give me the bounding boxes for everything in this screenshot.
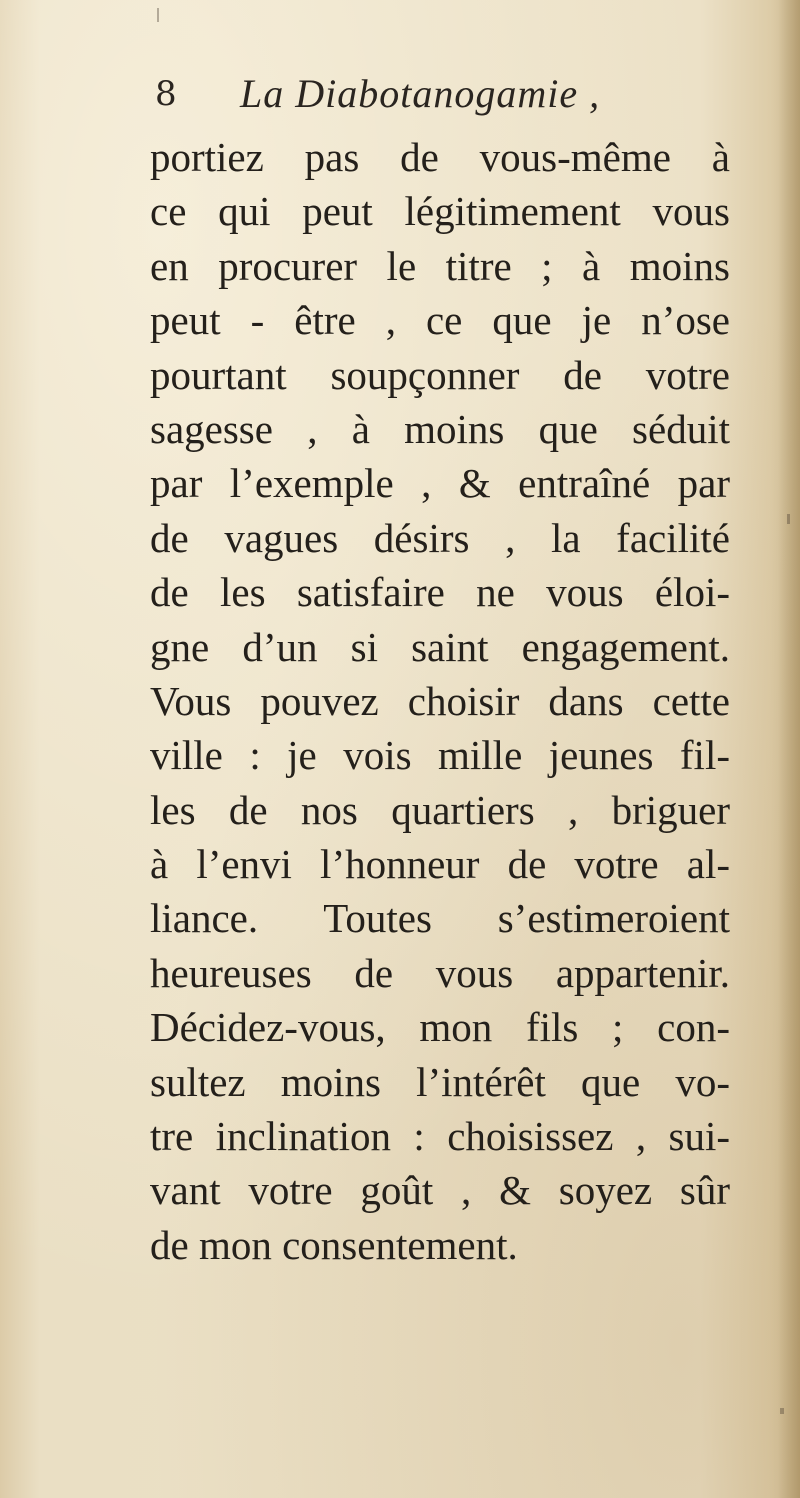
body-text	[150, 130, 730, 1272]
text-line: Vous pouvez choisir dans cette	[150, 677, 730, 724]
text-line: gne d’un si saint engagement.	[150, 623, 730, 670]
text-line: pourtant soupçonner de votre	[150, 351, 730, 398]
text-line: Décidez-vous, mon fils ; con-	[150, 1004, 730, 1051]
text-line: sultez moins l’intérêt que vo-	[150, 1058, 730, 1105]
text-line: vant votre goût , & soyez sûr	[150, 1167, 730, 1214]
text-line: ville : je vois mille jeunes fil-	[150, 732, 730, 779]
paper-speck	[780, 1408, 784, 1414]
page-number: 8	[155, 74, 177, 114]
text-line: tre inclination : choisissez , sui-	[150, 1113, 730, 1160]
text-line: liance. Toutes s’estimeroient	[150, 895, 730, 942]
paper-speck	[787, 514, 790, 524]
text-line: à l’envi l’honneur de votre al-	[150, 841, 730, 888]
text-line: heureuses de vous appartenir.	[150, 949, 730, 996]
text-line: par l’exemple , & entraîné par	[150, 460, 730, 507]
running-head	[155, 70, 655, 130]
text-line: en procurer le titre ; à moins	[150, 242, 730, 289]
text-line: portiez pas de vous-même à	[150, 134, 730, 180]
paper-speck	[157, 8, 159, 22]
text-line: ce qui peut légitimement vous	[150, 188, 730, 235]
text-line: les de nos quartiers , briguer	[150, 786, 730, 833]
text-line: peut - être , ce que je n’ose	[150, 297, 730, 344]
page-gutter-shadow	[778, 0, 800, 1498]
text-line: de mon consentement.	[150, 1221, 518, 1268]
text-line: de les satisfaire ne vous éloi-	[150, 569, 730, 616]
text-line: de vagues désirs , la facilité	[150, 514, 730, 561]
text-line: sagesse , à moins que séduit	[150, 405, 730, 452]
running-title: La Diabotanogamie ,	[240, 71, 601, 116]
